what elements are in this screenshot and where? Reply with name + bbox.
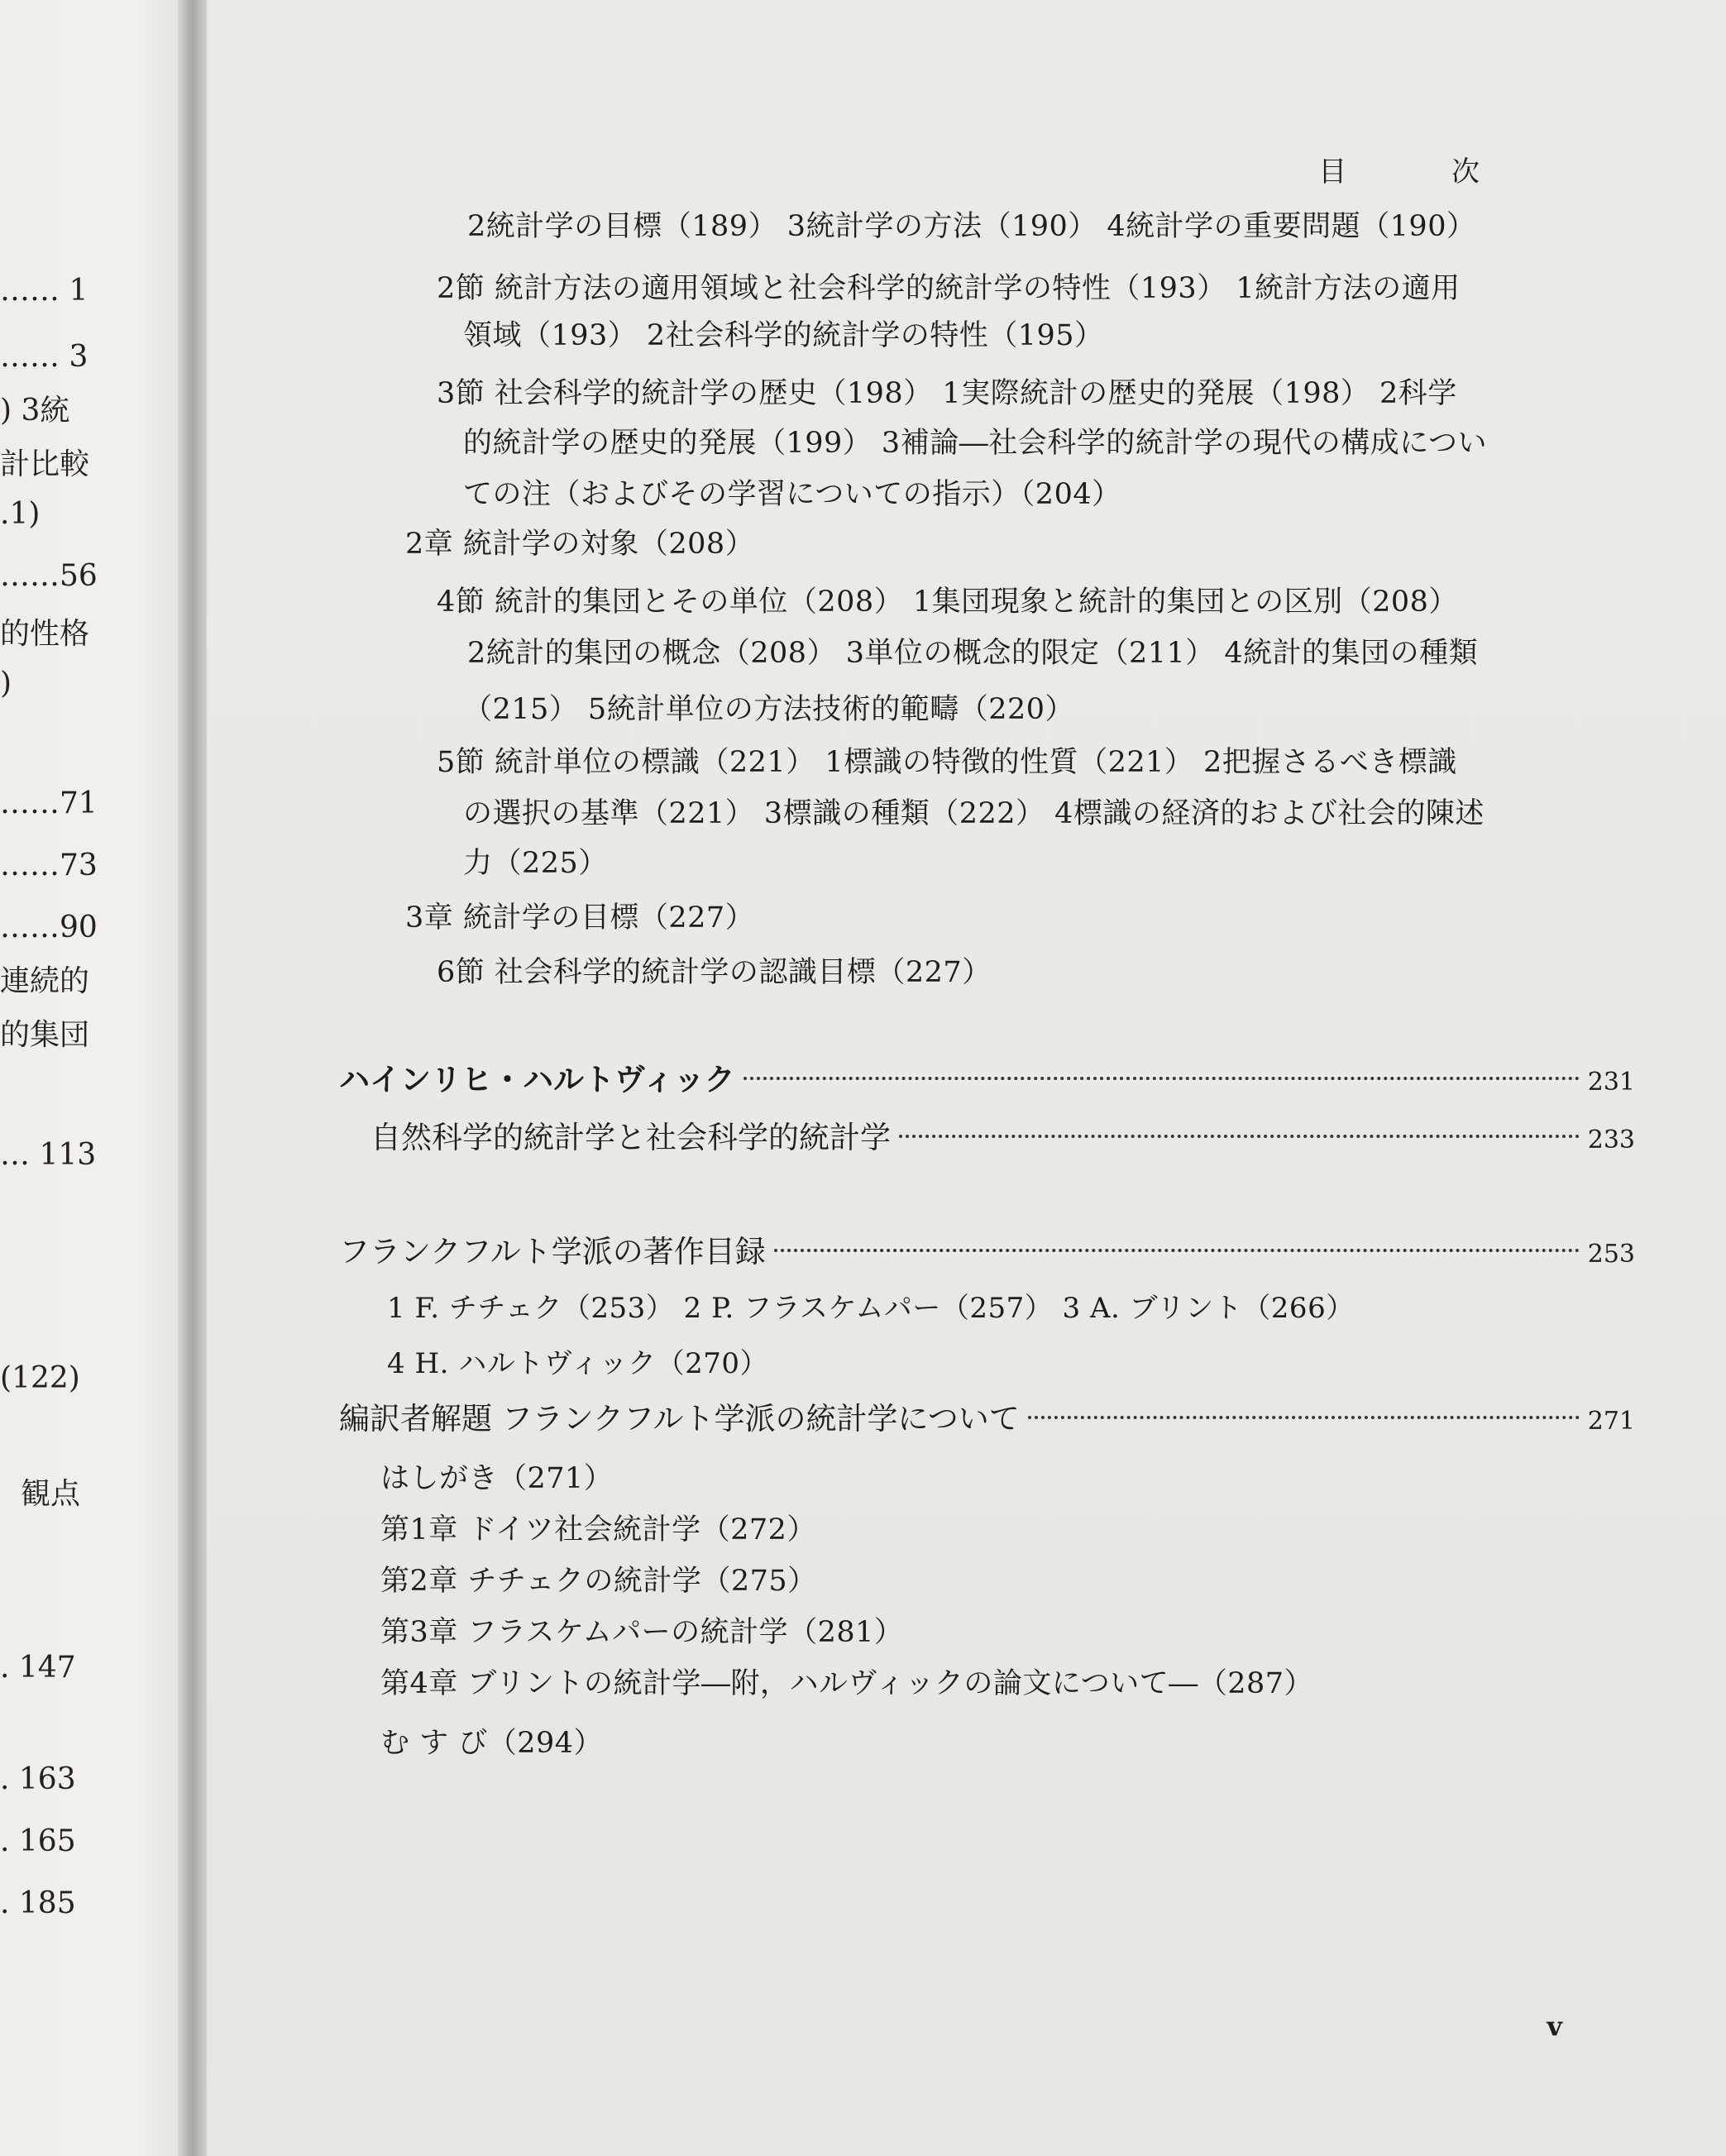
toc-entry-title: フランクフルト学派の著作目録 xyxy=(339,1234,766,1269)
toc-entry-hartwig xyxy=(339,1060,1635,1102)
left-fragment: 観点 xyxy=(21,1477,81,1511)
toc-line: の選択の基準（221） 3標識の種類（222） 4標識の経済的および社会的陳述 xyxy=(463,797,1485,830)
left-fragment: 的集団 xyxy=(0,1018,90,1052)
toc-line: 第2章 チチェクの統計学（275） xyxy=(380,1565,817,1598)
left-fragment: ) xyxy=(0,667,12,700)
toc-section: 6節 社会科学的統計学の認識目標（227） xyxy=(437,956,992,989)
page-header: 目 次 xyxy=(1318,155,1528,189)
toc-line: 2統計学の目標（189） 3統計学の方法（190） 4統計学の重要問題（190） xyxy=(467,210,1476,243)
left-fragment: ……56 xyxy=(0,559,98,593)
left-page xyxy=(0,0,190,2156)
left-fragment: . 165 xyxy=(0,1824,76,1858)
toc-line: 第3章 フラスケムパーの統計学（281） xyxy=(380,1616,904,1649)
toc-line: 2統計的集団の概念（208） 3単位の概念的限定（211） 4統計的集団の種類 xyxy=(467,637,1479,670)
dot-leader xyxy=(774,1249,1580,1252)
left-fragment: . 185 xyxy=(0,1886,76,1920)
toc-line: はしがき（271） xyxy=(380,1462,614,1495)
toc-line: ての注（およびその学習についての指示）（204） xyxy=(463,478,1121,511)
toc-line: 的統計学の歴史的発展（199） 3補論―社会科学的統計学の現代の構成につい xyxy=(463,427,1488,460)
left-fragment: …… 3 xyxy=(0,340,88,374)
left-fragment: 連続的 xyxy=(0,964,90,998)
left-fragment: …… 1 xyxy=(0,274,88,308)
toc-page xyxy=(207,0,1726,2156)
toc-page-number: 231 xyxy=(1587,1068,1635,1097)
toc-entry-title: 編訳者解題 フランクフルト学派の統計学について xyxy=(339,1401,1020,1437)
left-fragment: (122) xyxy=(0,1361,80,1395)
toc-line: む す び（294） xyxy=(380,1727,604,1760)
left-fragment: . 147 xyxy=(0,1651,76,1685)
toc-page-number: 271 xyxy=(1587,1407,1635,1436)
toc-line: 力（225） xyxy=(463,847,608,880)
dot-leader xyxy=(899,1135,1580,1138)
dot-leader xyxy=(1028,1416,1580,1419)
toc-line: 第4章 ブリントの統計学―附，ハルヴィックの論文について―（287） xyxy=(380,1667,1314,1700)
toc-entry-bibliography xyxy=(339,1232,1635,1274)
book-gutter xyxy=(178,0,211,2156)
left-fragment: ……71 xyxy=(0,786,98,820)
left-fragment: 計比較 xyxy=(0,447,90,481)
left-fragment: ……90 xyxy=(0,911,98,944)
toc-entry-title: ハインリヒ・ハルトヴィック xyxy=(339,1062,735,1097)
toc-line: 第1章 ドイツ社会統計学（272） xyxy=(380,1513,816,1546)
toc-section: 4節 統計的集団とその単位（208） 1集団現象と統計的集団との区別（208） xyxy=(437,586,1458,619)
toc-section: 2節 統計方法の適用領域と社会科学的統計学の特性（193） 1統計方法の適用 xyxy=(437,272,1461,305)
toc-entry-title: 自然科学的統計学と社会科学的統計学 xyxy=(371,1120,891,1155)
left-fragment: 的性格 xyxy=(0,617,90,651)
toc-chapter: 2章 統計学の対象（208） xyxy=(405,528,755,561)
left-fragment: … 113 xyxy=(0,1138,97,1172)
toc-line: 1 F. チチェク（253） 2 P. フラスケムパー（257） 3 A. ブリント（266） xyxy=(387,1292,1355,1325)
toc-line: （215） 5統計単位の方法技術的範疇（220） xyxy=(463,693,1075,726)
page-folio: v xyxy=(1547,2010,1562,2042)
left-fragment: ……73 xyxy=(0,849,98,882)
toc-entry-essay xyxy=(371,1118,1635,1160)
left-fragment: .1) xyxy=(0,497,41,531)
left-fragment: . 163 xyxy=(0,1762,76,1796)
toc-page-number: 253 xyxy=(1587,1240,1635,1269)
toc-entry-commentary xyxy=(339,1399,1635,1441)
dot-leader xyxy=(743,1077,1580,1080)
left-fragment: ) 3統 xyxy=(0,394,70,428)
toc-section: 5節 統計単位の標識（221） 1標識の特徴的性質（221） 2把握さるべき標識 xyxy=(437,746,1457,779)
toc-line: 領域（193） 2社会科学的統計学の特性（195） xyxy=(463,319,1104,352)
toc-page-number: 233 xyxy=(1587,1126,1635,1154)
toc-section: 3節 社会科学的統計学の歴史（198） 1実際統計の歴史的発展（198） 2科学 xyxy=(437,377,1457,410)
toc-line: 4 H. ハルトヴィック（270） xyxy=(387,1347,769,1380)
toc-chapter: 3章 統計学の目標（227） xyxy=(405,901,755,935)
